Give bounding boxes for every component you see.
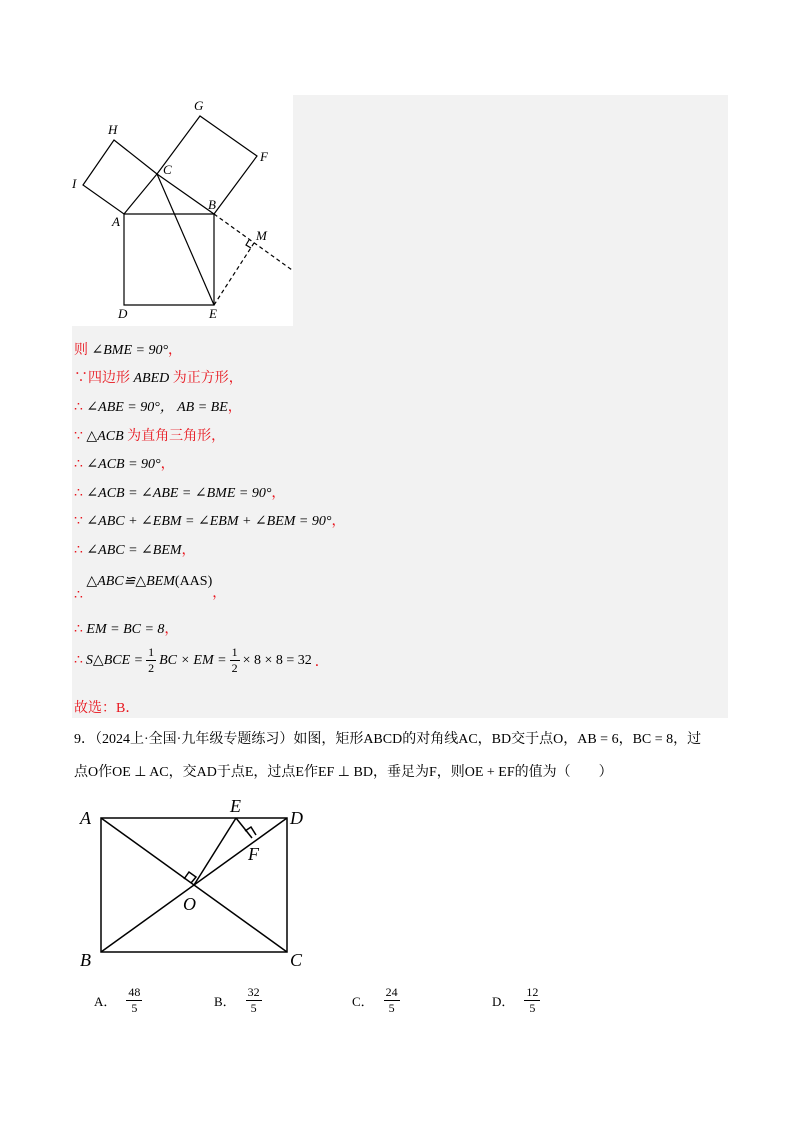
label-d: D xyxy=(290,808,303,828)
label-b: B xyxy=(208,197,216,212)
question-line-1: 9．（2024上·全国·九年级专题练习）如图，矩形ABCD的对角线AC，BD交于点O，AB = 6，BC = 8，过 xyxy=(74,732,702,747)
solution-line-2: ∵四边形 ABED 为正方形， xyxy=(74,371,243,386)
label-i: I xyxy=(72,176,77,191)
label-e: E xyxy=(230,796,241,816)
label-f: F xyxy=(260,149,268,164)
solution-line-9: ∴ △ABC≌△BEM(AAS)， xyxy=(74,574,227,603)
solution-line-8: ∴ ∠ABC = ∠BEM， xyxy=(74,543,196,558)
label-f: F xyxy=(248,844,259,864)
question-line-2: 点O作OE ⊥ AC，交AD于点E，过点E作EF ⊥ BD，垂足为F，则OE + EF的值为（ ） xyxy=(74,765,613,780)
solution-line-1: 则 ∠BME = 90°， xyxy=(74,343,183,358)
figure-squares xyxy=(72,95,293,326)
label-b: B xyxy=(80,950,91,970)
solution-line-7: ∵ ∠ABC + ∠EBM = ∠EBM + ∠BEM = 90°， xyxy=(74,514,346,529)
solution-line-4: ∵ △ACB 为直角三角形， xyxy=(74,429,226,444)
solution-line-6: ∴ ∠ACB = ∠ABE = ∠BME = 90°， xyxy=(74,486,286,501)
solution-line-11: ∴ S△BCE = $\frac{1}{2}$ BC × EM = $\frac{1}{2}$ × 8 × 8 = 32 ． xyxy=(74,645,329,675)
solution-line-5: ∴ ∠ACB = 90°， xyxy=(74,457,175,472)
geometry-figure-1 xyxy=(72,95,293,326)
geometry-figure-2 xyxy=(74,795,324,975)
option-c[interactable]: C． $\frac{24}{5}$ xyxy=(352,985,398,1015)
label-g: G xyxy=(194,98,204,113)
label-e: E xyxy=(209,306,217,321)
label-o: O xyxy=(183,894,196,914)
option-a[interactable]: A． $\frac{48}{5}$ xyxy=(94,985,141,1015)
label-h: H xyxy=(108,122,118,137)
label-a: A xyxy=(80,808,91,828)
solution-line-10: ∴ EM = BC = 8， xyxy=(74,622,179,637)
label-c: C xyxy=(290,950,303,970)
label-a: A xyxy=(112,214,120,229)
label-m: M xyxy=(256,228,267,243)
option-b[interactable]: B． $\frac{32}{5}$ xyxy=(214,985,260,1015)
solution-line-3: ∴ ∠ABE = 90°， AB = BE， xyxy=(74,400,242,415)
label-d: D xyxy=(118,306,128,321)
option-d[interactable]: D． $\frac{12}{5}$ xyxy=(492,985,539,1015)
answer-text: 故选：B． xyxy=(74,701,140,716)
label-c: C xyxy=(163,162,172,177)
figure-rectangle xyxy=(74,795,324,980)
